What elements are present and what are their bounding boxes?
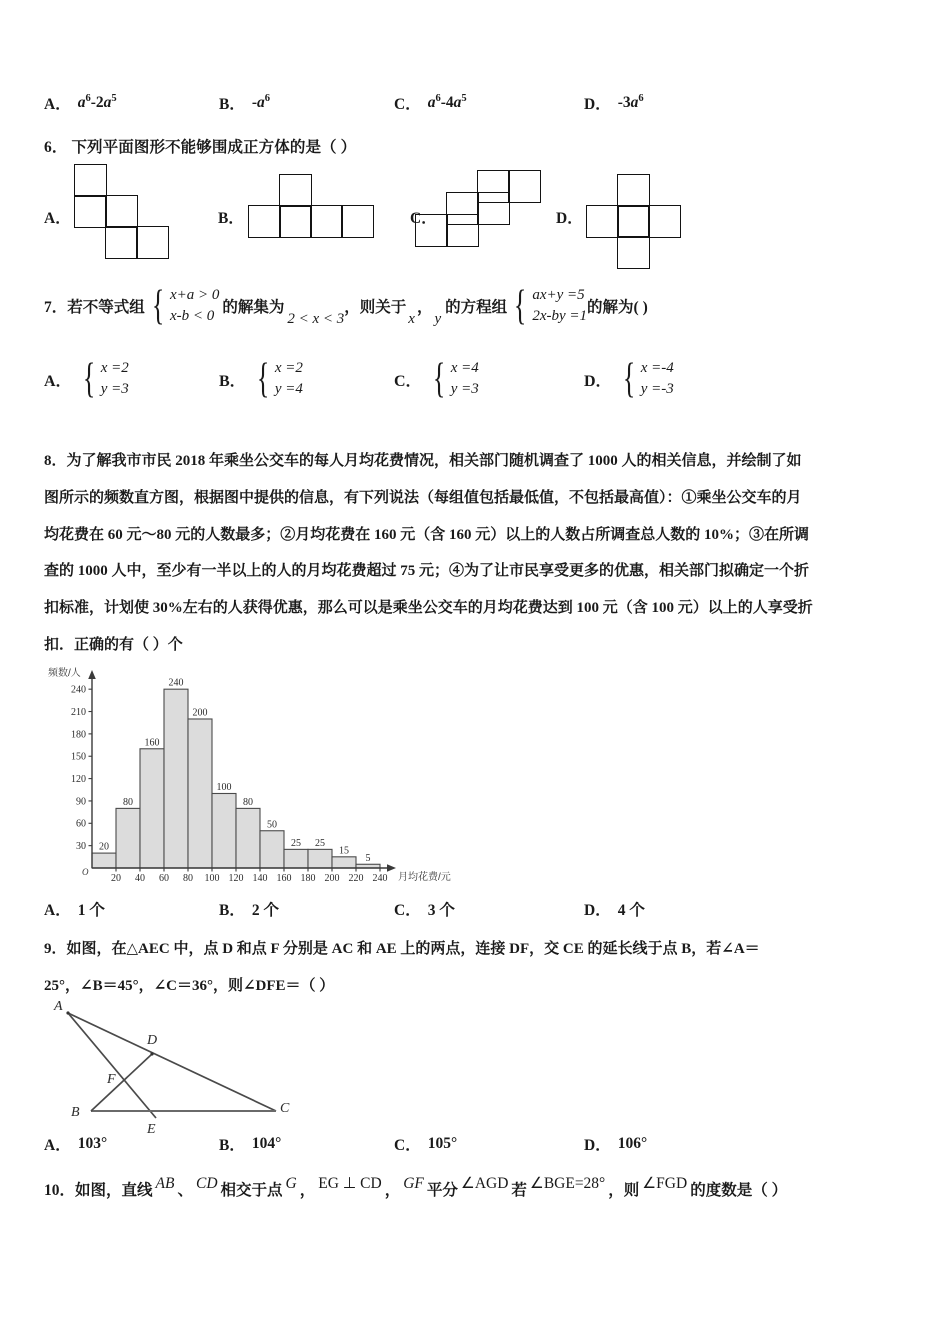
q8-line-0: [44, 443, 929, 480]
q7-option-b-y: y =4: [274, 381, 303, 398]
q7-text-4: 的方程组: [445, 299, 508, 317]
q7-options-row: [44, 358, 934, 418]
q8-option-c[interactable]: [394, 898, 584, 920]
chart-y-tick-label: 180: [71, 729, 86, 741]
q7-option-d-y: y =-3: [640, 381, 674, 398]
q7-inequality-system: [148, 285, 220, 328]
chart-x-tick-label: 240: [372, 873, 388, 884]
q5-option-b-expr: $-a^6$: [251, 93, 271, 112]
q8-options-row: [44, 898, 924, 920]
q9-option-b[interactable]: [219, 1133, 394, 1155]
chart-bar-label: 240: [168, 677, 184, 689]
q10-text-7: 若: [511, 1182, 527, 1199]
net-cell: [446, 214, 479, 247]
label-A: A: [54, 999, 63, 1014]
q7-option-b-x: x =2: [274, 360, 303, 376]
q6-option-b-label: B．: [218, 210, 244, 227]
chart-origin-label: O: [82, 867, 89, 877]
q8-line-5: 扣．正确的有（ ）个: [44, 636, 183, 653]
chart-bar-label: 100: [216, 781, 232, 793]
brace-glyph: {: [151, 283, 165, 330]
q5-option-d-label: D．: [584, 96, 611, 113]
chart-x-tick-label: 220: [348, 873, 364, 884]
chart-x-tick-label: 20: [111, 873, 121, 884]
q9-option-d-label: D．: [584, 1137, 611, 1154]
q8-line-1: 图所示的频数直方图，根据图中提供的信息，有下列说法（每组值包括最低值，不包括最高值）：①乘坐公交车的月: [44, 489, 802, 506]
chart-bar-label: 5: [365, 852, 371, 864]
label-D: D: [147, 1033, 158, 1048]
q8-line-0-text: 为了解我市市民 2018 年乘坐公交车的每人月均花费情况，相关部门随机调查了 1000 人的相关信息，并绘制了如: [66, 453, 802, 469]
q5-option-c-label: C．: [394, 96, 421, 113]
chart-bar-label: 160: [144, 737, 160, 749]
brace-glyph: {: [622, 356, 635, 403]
q10-text-3: 相交于点: [220, 1182, 283, 1199]
q10-text-8: ，则: [608, 1182, 640, 1199]
q7-option-a-label: A．: [44, 372, 72, 390]
q9-option-d[interactable]: [584, 1133, 647, 1155]
net-cell: [508, 170, 541, 203]
net-cell: [617, 236, 650, 269]
chart-y-tick-label: 210: [71, 706, 86, 718]
q5-option-a-expr: $a^6-2a^5$: [77, 93, 117, 112]
q9-option-a-label: A．: [44, 1137, 71, 1154]
net-cell: [74, 164, 107, 197]
q7-option-c-x: x =4: [450, 360, 479, 376]
q7-text-3: ，则关于: [344, 299, 407, 317]
chart-bar-label: 25: [315, 837, 325, 849]
label-C: C: [280, 1101, 290, 1116]
chart-bar: [260, 831, 284, 868]
net-cell: [105, 195, 138, 228]
q10-text-1: 如图，直线: [75, 1182, 153, 1199]
q9-option-b-label: B．: [219, 1137, 245, 1154]
q10-math-EG-perp-CD: EG ⊥ CD: [318, 1175, 382, 1192]
chart-bar: [308, 849, 332, 868]
q8-option-d-text: 4 个: [617, 902, 645, 919]
chart-y-tick-label: 240: [71, 684, 86, 696]
chart-x-tick-label: 80: [183, 873, 193, 884]
net-cell: [341, 205, 374, 238]
net-cell: [415, 214, 448, 247]
chart-x-ticks-group: [111, 868, 388, 884]
q7-option-b-label: B．: [219, 372, 246, 390]
q5-option-c-expr: $a^6-4a^5$: [427, 93, 467, 112]
chart-bar: [164, 689, 188, 868]
q9-option-b-text: 104°: [251, 1135, 282, 1152]
q10-text-5: ，: [384, 1182, 401, 1199]
chart-bar-label: 200: [192, 707, 208, 719]
chart-bar: [140, 749, 164, 868]
q9-number: 9．: [44, 941, 67, 957]
q10-math-angle-FGD: ∠FGD: [642, 1175, 688, 1192]
chart-bar: [284, 849, 308, 868]
q10-math-angle-AGD: ∠AGD: [460, 1175, 509, 1192]
q7-option-c-label: C．: [394, 372, 422, 390]
net-cell: [310, 205, 343, 238]
q7-option-a[interactable]: [44, 358, 219, 401]
label-F: F: [107, 1072, 116, 1087]
q7-option-c-y: y =3: [450, 381, 479, 398]
net-cell: [586, 205, 619, 238]
chart-x-tick-label: 100: [204, 873, 220, 884]
chart-y-tick-label: 90: [76, 796, 86, 808]
q7-equation-system: [510, 285, 587, 328]
q6-stem-text: 下列平面图形不能够围成正方体的是（ ）: [71, 139, 357, 156]
q8-option-d-label: D．: [584, 902, 611, 919]
chart-bar-label: 80: [243, 796, 253, 808]
brace-glyph: {: [256, 356, 270, 403]
q8-line-3: 查的 1000 人中，至少有一半以上的人的月均花费超过 75 元；④为了让市民享受更多的优惠，相关部门拟确定一个折: [44, 563, 810, 580]
chart-bar: [212, 793, 236, 868]
q7-ineq-line2: x-b < 0: [169, 308, 215, 325]
q7-eq-line2: 2x-by =1: [532, 308, 588, 325]
q7-option-a-y: y =3: [100, 381, 129, 398]
q8-line-4: 扣标准，计划使 30%左右的人获得优惠，那么可以是乘坐公交车的月均花费达到 100 元（含 100 元）以上的人享受折: [44, 600, 813, 616]
chart-y-tick-label: 150: [71, 751, 86, 763]
chart-bar: [236, 808, 260, 868]
chart-x-tick-label: 160: [276, 873, 292, 884]
q9-option-c-text: 105°: [427, 1135, 458, 1152]
q9-option-c-label: C．: [394, 1137, 421, 1154]
q8-option-c-label: C．: [394, 902, 421, 919]
q8-option-b[interactable]: [219, 898, 394, 920]
q7-number: 7．: [44, 299, 68, 317]
chart-bar: [116, 808, 140, 868]
net-cell: [279, 205, 312, 238]
segment-AC: [68, 1013, 276, 1111]
q8-number: 8．: [44, 453, 67, 469]
q7-ineq-line1: x+a > 0: [169, 287, 220, 303]
label-B: B: [71, 1105, 80, 1120]
q5-option-d[interactable]: [584, 92, 644, 114]
q9-option-d-text: 106°: [617, 1135, 648, 1152]
chart-y-tick-label: 120: [71, 773, 86, 785]
segment-DE-hidden: [152, 1054, 156, 1118]
q7-comma: ，: [416, 299, 433, 317]
q10-math-CD: CD: [195, 1175, 218, 1192]
net-cell: [74, 195, 107, 228]
q6-nets-row: [0, 160, 950, 268]
q6-net-b[interactable]: [248, 164, 388, 264]
point-A-marker: [66, 1011, 69, 1014]
q8-option-b-text: 2 个: [251, 902, 279, 919]
q10-number: 10．: [44, 1182, 76, 1199]
histogram-svg: [46, 662, 476, 894]
q10-text-2: 、: [177, 1182, 193, 1199]
q8-body: [44, 443, 929, 664]
point-D-marker: [150, 1052, 153, 1055]
net-cell: [105, 226, 138, 259]
q6-net-a[interactable]: [74, 164, 204, 264]
chart-y-axis-arrow: [88, 670, 96, 679]
q6-option-d-label: D．: [556, 210, 583, 227]
q7-option-b[interactable]: [219, 358, 394, 401]
q5-option-b-label: B．: [219, 96, 245, 113]
q8-histogram-chart: [46, 662, 476, 894]
q5-option-a-label: A．: [44, 96, 71, 113]
q6-option-c-label: C．: [410, 210, 437, 227]
chart-bar-label: 15: [339, 845, 349, 857]
q6-net-c[interactable]: [415, 164, 555, 264]
chart-x-tick-label: 60: [159, 873, 169, 884]
q10-stem: [44, 1175, 939, 1200]
q7-solution-set: 2 < x < 3: [287, 310, 345, 327]
q7-var-x: x: [408, 310, 415, 327]
q10-text-6: 平分: [426, 1182, 458, 1199]
q5-option-d-expr: $-3a^6$: [617, 93, 644, 112]
q6-number: 6．: [44, 139, 68, 156]
q7-stem-row: [44, 285, 934, 341]
net-cell: [279, 174, 312, 207]
q7-eq-line1: ax+y =5: [532, 287, 585, 303]
chart-x-tick-label: 180: [300, 873, 316, 884]
q8-option-a-text: 1 个: [77, 902, 105, 919]
chart-bars-group: [92, 689, 380, 868]
chart-bar: [92, 853, 116, 868]
q8-option-d[interactable]: [584, 898, 645, 920]
q10-text-9: 的度数是（ ）: [690, 1182, 788, 1199]
q6-stem-row: [44, 133, 924, 163]
q9-geometry-figure: [44, 996, 344, 1148]
q9-option-c[interactable]: [394, 1133, 584, 1155]
segment-AE: [68, 1013, 156, 1118]
q7-text-5: 的解为( ): [587, 299, 648, 317]
q6-net-d[interactable]: [586, 164, 726, 264]
chart-bar-label: 25: [291, 837, 301, 849]
q8-option-a[interactable]: [44, 898, 219, 920]
brace-glyph: {: [514, 283, 527, 330]
net-cell: [477, 192, 510, 225]
q10-math-AB: AB: [155, 1175, 175, 1192]
chart-x-tick-label: 200: [324, 873, 340, 884]
q6-option-a-label: A．: [44, 210, 71, 227]
q9-line-1: 25°，∠B＝45°，∠C＝36°，则∠DFE＝（ ）: [44, 977, 335, 994]
q7-option-d-x: x =-4: [640, 360, 674, 376]
chart-x-axis-label: 月均花费/元: [398, 872, 451, 883]
chart-x-tick-label: 40: [135, 873, 145, 884]
q8-option-b-label: B．: [219, 902, 245, 919]
q7-option-a-x: x =2: [100, 360, 129, 376]
q5-option-c[interactable]: [394, 92, 584, 114]
brace-glyph: {: [82, 356, 95, 403]
q10-math-angle-BGE: ∠BGE=28°: [529, 1175, 606, 1192]
brace-glyph: {: [432, 356, 445, 403]
q7-var-y: y: [434, 310, 442, 327]
q10-math-GF: GF: [403, 1175, 424, 1192]
q9-options-row: [44, 1133, 924, 1155]
chart-y-axis-label: 频数/人: [48, 668, 81, 679]
q10-text-4: ，: [299, 1182, 316, 1199]
net-cell: [648, 205, 681, 238]
chart-y-tick-label: 30: [76, 841, 86, 853]
q9-stem: [44, 931, 934, 1005]
net-cell: [136, 226, 169, 259]
q7-text-2: 的解集为: [222, 299, 285, 317]
chart-bar-label: 80: [123, 796, 133, 808]
q5-option-b[interactable]: [219, 92, 394, 114]
geometry-svg: [44, 996, 344, 1148]
q10-math-G: G: [285, 1175, 297, 1192]
q7-option-d-label: D．: [584, 372, 612, 390]
net-cell: [617, 205, 650, 238]
q9-line-0: [44, 931, 934, 968]
chart-bar: [332, 857, 356, 868]
chart-x-axis-arrow: [387, 864, 396, 872]
q7-option-c[interactable]: [394, 358, 584, 401]
net-cell: [248, 205, 281, 238]
q9-line-0-text: 如图，在△AEC 中，点 D 和点 F 分别是 AC 和 AE 上的两点，连接 DF，交 CE 的延长线于点 B，若∠A＝: [66, 941, 760, 957]
q7-text-1: 若不等式组: [67, 299, 145, 317]
q8-line-2: 均花费在 60 元～80 元的人数最多；②月均花费在 160 元（含 160 元）以上的人数占所调查总人数的 10%；③在所调: [44, 526, 810, 543]
chart-y-ticks-group: [71, 685, 92, 852]
q5-option-a[interactable]: [44, 92, 219, 114]
q8-option-a-label: A．: [44, 902, 71, 919]
chart-x-tick-label: 140: [252, 873, 268, 884]
q5-options-row: [44, 92, 924, 114]
chart-bar-label: 20: [99, 841, 109, 853]
q9-option-a[interactable]: [44, 1133, 219, 1155]
q9-option-a-text: 103°: [77, 1135, 108, 1152]
chart-x-tick-label: 120: [228, 873, 244, 884]
q7-option-d[interactable]: [584, 358, 674, 401]
chart-bar-label: 50: [267, 819, 277, 831]
net-cell: [617, 174, 650, 207]
chart-bar: [188, 719, 212, 868]
label-E: E: [147, 1122, 156, 1137]
chart-y-tick-label: 60: [76, 818, 86, 830]
q8-option-c-text: 3 个: [427, 902, 455, 919]
